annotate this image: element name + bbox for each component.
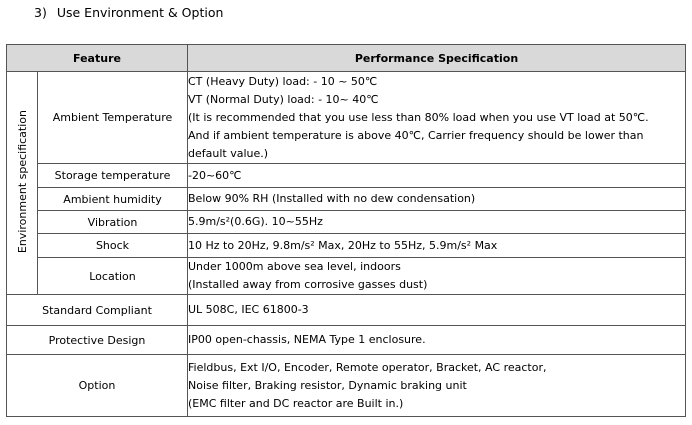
performance-cell <box>188 234 686 258</box>
performance-line: 5.9m/s²(0.6G). 10~55Hz <box>188 215 323 228</box>
spec-table <box>6 44 686 417</box>
performance-header: Performance Specification <box>188 45 686 72</box>
section-number: 3) <box>34 5 47 20</box>
performance-cell <box>188 164 686 188</box>
environment-group-cell <box>7 72 38 295</box>
row-ambient-humidity <box>7 188 686 211</box>
feature-cell: Storage temperature <box>38 164 188 188</box>
section-heading <box>34 5 223 20</box>
feature-header: Feature <box>7 45 188 72</box>
performance-cell <box>188 188 686 211</box>
performance-line: CT (Heavy Duty) load: - 10 ~ 50℃ <box>188 74 378 88</box>
performance-line: Under 1000m above sea level, indoors <box>188 260 401 273</box>
performance-cell <box>188 295 686 326</box>
environment-group-label: Environment specification <box>15 109 29 254</box>
row-ambient-temperature <box>7 72 686 164</box>
performance-cell <box>188 258 686 295</box>
performance-cell <box>188 72 686 164</box>
performance-line: default value.) <box>188 146 269 160</box>
row-location <box>7 258 686 295</box>
performance-line: Below 90% RH (Installed with no dew condensation) <box>188 192 476 205</box>
performance-cell <box>188 211 686 234</box>
performance-line: UL 508C, IEC 61800-3 <box>188 303 309 316</box>
performance-line: (Installed away from corrosive gasses dust) <box>188 278 428 291</box>
feature-cell: Vibration <box>38 211 188 234</box>
feature-cell: Ambient humidity <box>38 188 188 211</box>
performance-line: Fieldbus, Ext I/O, Encoder, Remote operator, Bracket, AC reactor, <box>188 360 547 374</box>
row-standard-compliant <box>7 295 686 326</box>
performance-cell <box>188 326 686 355</box>
feature-cell: Shock <box>38 234 188 258</box>
performance-line: 10 Hz to 20Hz, 9.8m/s² Max, 20Hz to 55Hz, 5.9m/s² Max <box>188 238 498 252</box>
row-vibration <box>7 211 686 234</box>
feature-cell: Protective Design <box>7 326 188 355</box>
row-option <box>7 355 686 417</box>
performance-cell <box>188 355 686 417</box>
row-shock <box>7 234 686 258</box>
row-storage-temperature <box>7 164 686 188</box>
performance-line: (It is recommended that you use less than 80% load when you use VT load at 50℃. <box>188 110 649 124</box>
performance-line: VT (Normal Duty) load: - 10~ 40℃ <box>188 92 379 106</box>
feature-cell: Option <box>7 355 188 417</box>
feature-cell: Location <box>38 258 188 295</box>
header-row <box>7 45 686 72</box>
section-title: Use Environment & Option <box>56 5 224 20</box>
row-protective-design <box>7 326 686 355</box>
performance-line: -20~60℃ <box>188 168 242 182</box>
performance-line: IP00 open-chassis, NEMA Type 1 enclosure. <box>188 333 426 346</box>
performance-line: And if ambient temperature is above 40℃, Carrier frequency should be lower than <box>188 128 644 142</box>
performance-line: Noise filter, Braking resistor, Dynamic braking unit <box>188 378 467 392</box>
feature-cell: Standard Compliant <box>7 295 188 326</box>
feature-cell: Ambient Temperature <box>38 72 188 164</box>
performance-line: (EMC filter and DC reactor are Built in.) <box>188 396 404 410</box>
